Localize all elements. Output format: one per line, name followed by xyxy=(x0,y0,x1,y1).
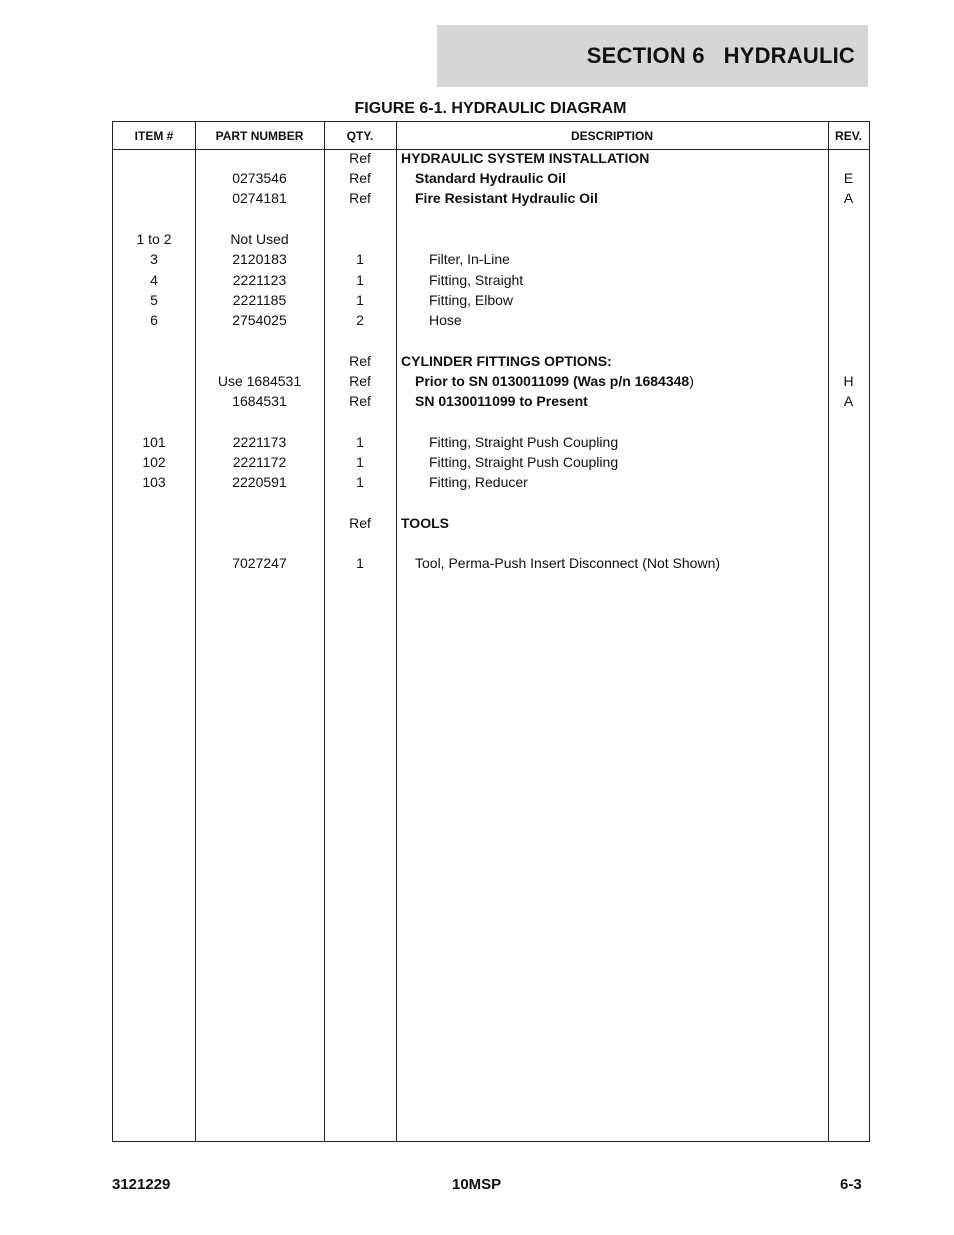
table-row xyxy=(113,249,869,269)
footer-page-number: 6-3 xyxy=(840,1176,862,1193)
header-qty: QTY. xyxy=(346,128,374,143)
description-text: Filter, In-Line xyxy=(429,251,510,267)
part-number: 2221172 xyxy=(232,454,287,470)
table-row xyxy=(113,513,869,533)
table-row xyxy=(113,452,869,472)
description-text: Fitting, Straight Push Coupling xyxy=(429,454,619,470)
description-text: SN 0130011099 to Present xyxy=(415,393,588,409)
part-number: 0273546 xyxy=(232,170,287,186)
description xyxy=(401,432,855,452)
description-text: Fitting, Straight xyxy=(429,272,524,288)
quantity: Ref xyxy=(349,190,371,206)
quantity: 1 xyxy=(356,434,364,450)
item-number: 3 xyxy=(150,251,158,267)
table-row xyxy=(113,270,869,290)
quantity: 1 xyxy=(356,272,364,288)
description xyxy=(401,310,855,330)
table-row xyxy=(113,310,869,330)
part-number: 2221185 xyxy=(232,292,287,308)
quantity: 2 xyxy=(356,312,364,328)
description xyxy=(401,371,841,391)
parts-table xyxy=(112,121,870,1142)
description-text: HYDRAULIC SYSTEM INSTALLATION xyxy=(401,150,650,166)
description xyxy=(401,290,855,310)
item-number: 4 xyxy=(150,272,158,288)
description xyxy=(401,351,827,371)
table-row xyxy=(113,351,869,371)
description xyxy=(401,513,827,533)
description-text: Hose xyxy=(429,312,462,328)
revision: A xyxy=(843,190,854,206)
table-row xyxy=(113,553,869,573)
description-text: CYLINDER FITTINGS OPTIONS: xyxy=(401,353,612,369)
part-number: 2221123 xyxy=(232,272,287,288)
quantity: 1 xyxy=(356,555,364,571)
table-row xyxy=(113,229,869,249)
quantity: 1 xyxy=(356,474,364,490)
item-number: 5 xyxy=(150,292,158,308)
part-number: 2120183 xyxy=(232,251,287,267)
revision: H xyxy=(843,373,854,389)
description-text: Standard Hydraulic Oil xyxy=(415,170,566,186)
header-item: ITEM # xyxy=(134,128,174,143)
table-row xyxy=(113,391,869,411)
quantity: Ref xyxy=(349,515,371,531)
description-text: Fire Resistant Hydraulic Oil xyxy=(415,190,598,206)
section-title: SECTION 6 HYDRAULIC xyxy=(586,43,855,68)
part-number: Use 1684531 xyxy=(217,373,302,389)
description-text: Fitting, Elbow xyxy=(429,292,514,308)
part-number: Not Used xyxy=(230,231,289,247)
item-number: 6 xyxy=(150,312,158,328)
description-text: Fitting, Straight Push Coupling xyxy=(429,434,619,450)
footer-model: 10MSP xyxy=(452,1176,502,1193)
quantity: Ref xyxy=(349,353,371,369)
item-number: 103 xyxy=(142,474,166,490)
description-text: Fitting, Reducer xyxy=(429,474,528,490)
quantity: Ref xyxy=(349,393,371,409)
item-number: 101 xyxy=(142,434,166,450)
description xyxy=(401,270,855,290)
description xyxy=(401,188,841,208)
quantity: 1 xyxy=(356,454,364,470)
header-rev: REV. xyxy=(835,128,862,143)
part-number: 2220591 xyxy=(232,474,287,490)
description xyxy=(401,553,841,573)
table-row xyxy=(113,148,869,168)
description xyxy=(401,391,841,411)
part-number: 2221173 xyxy=(232,434,287,450)
table-row xyxy=(113,290,869,310)
revision: E xyxy=(843,170,854,186)
part-number: 0274181 xyxy=(232,190,287,206)
description-text: Tool, Perma-Push Insert Disconnect (Not Shown) xyxy=(415,555,721,571)
description xyxy=(401,452,855,472)
description xyxy=(401,249,855,269)
description-text: Prior to SN 0130011099 (Was p/n 1684348 xyxy=(415,373,690,389)
figure-title: FIGURE 6-1. HYDRAULIC DIAGRAM xyxy=(354,100,627,117)
quantity: Ref xyxy=(349,170,371,186)
part-number: 1684531 xyxy=(232,393,287,409)
table-row xyxy=(113,168,869,188)
description-text: TOOLS xyxy=(401,515,449,531)
footer-doc-number: 3121229 xyxy=(112,1176,171,1193)
part-number: 2754025 xyxy=(232,312,287,328)
quantity: Ref xyxy=(349,150,371,166)
part-number: 7027247 xyxy=(232,555,287,571)
quantity: 1 xyxy=(356,292,364,308)
quantity: Ref xyxy=(349,373,371,389)
header-description: DESCRIPTION xyxy=(570,128,653,143)
item-number: 1 to 2 xyxy=(136,231,172,247)
description xyxy=(401,168,841,188)
table-row xyxy=(113,472,869,492)
section-banner xyxy=(437,25,868,87)
quantity: 1 xyxy=(356,251,364,267)
table-row xyxy=(113,188,869,208)
item-number: 102 xyxy=(142,454,166,470)
table-row xyxy=(113,432,869,452)
table-row xyxy=(113,371,869,391)
revision: A xyxy=(843,393,854,409)
description xyxy=(401,472,855,492)
description xyxy=(401,148,827,168)
description-suffix: ) xyxy=(689,373,694,389)
header-part-number: PART NUMBER xyxy=(215,128,304,143)
